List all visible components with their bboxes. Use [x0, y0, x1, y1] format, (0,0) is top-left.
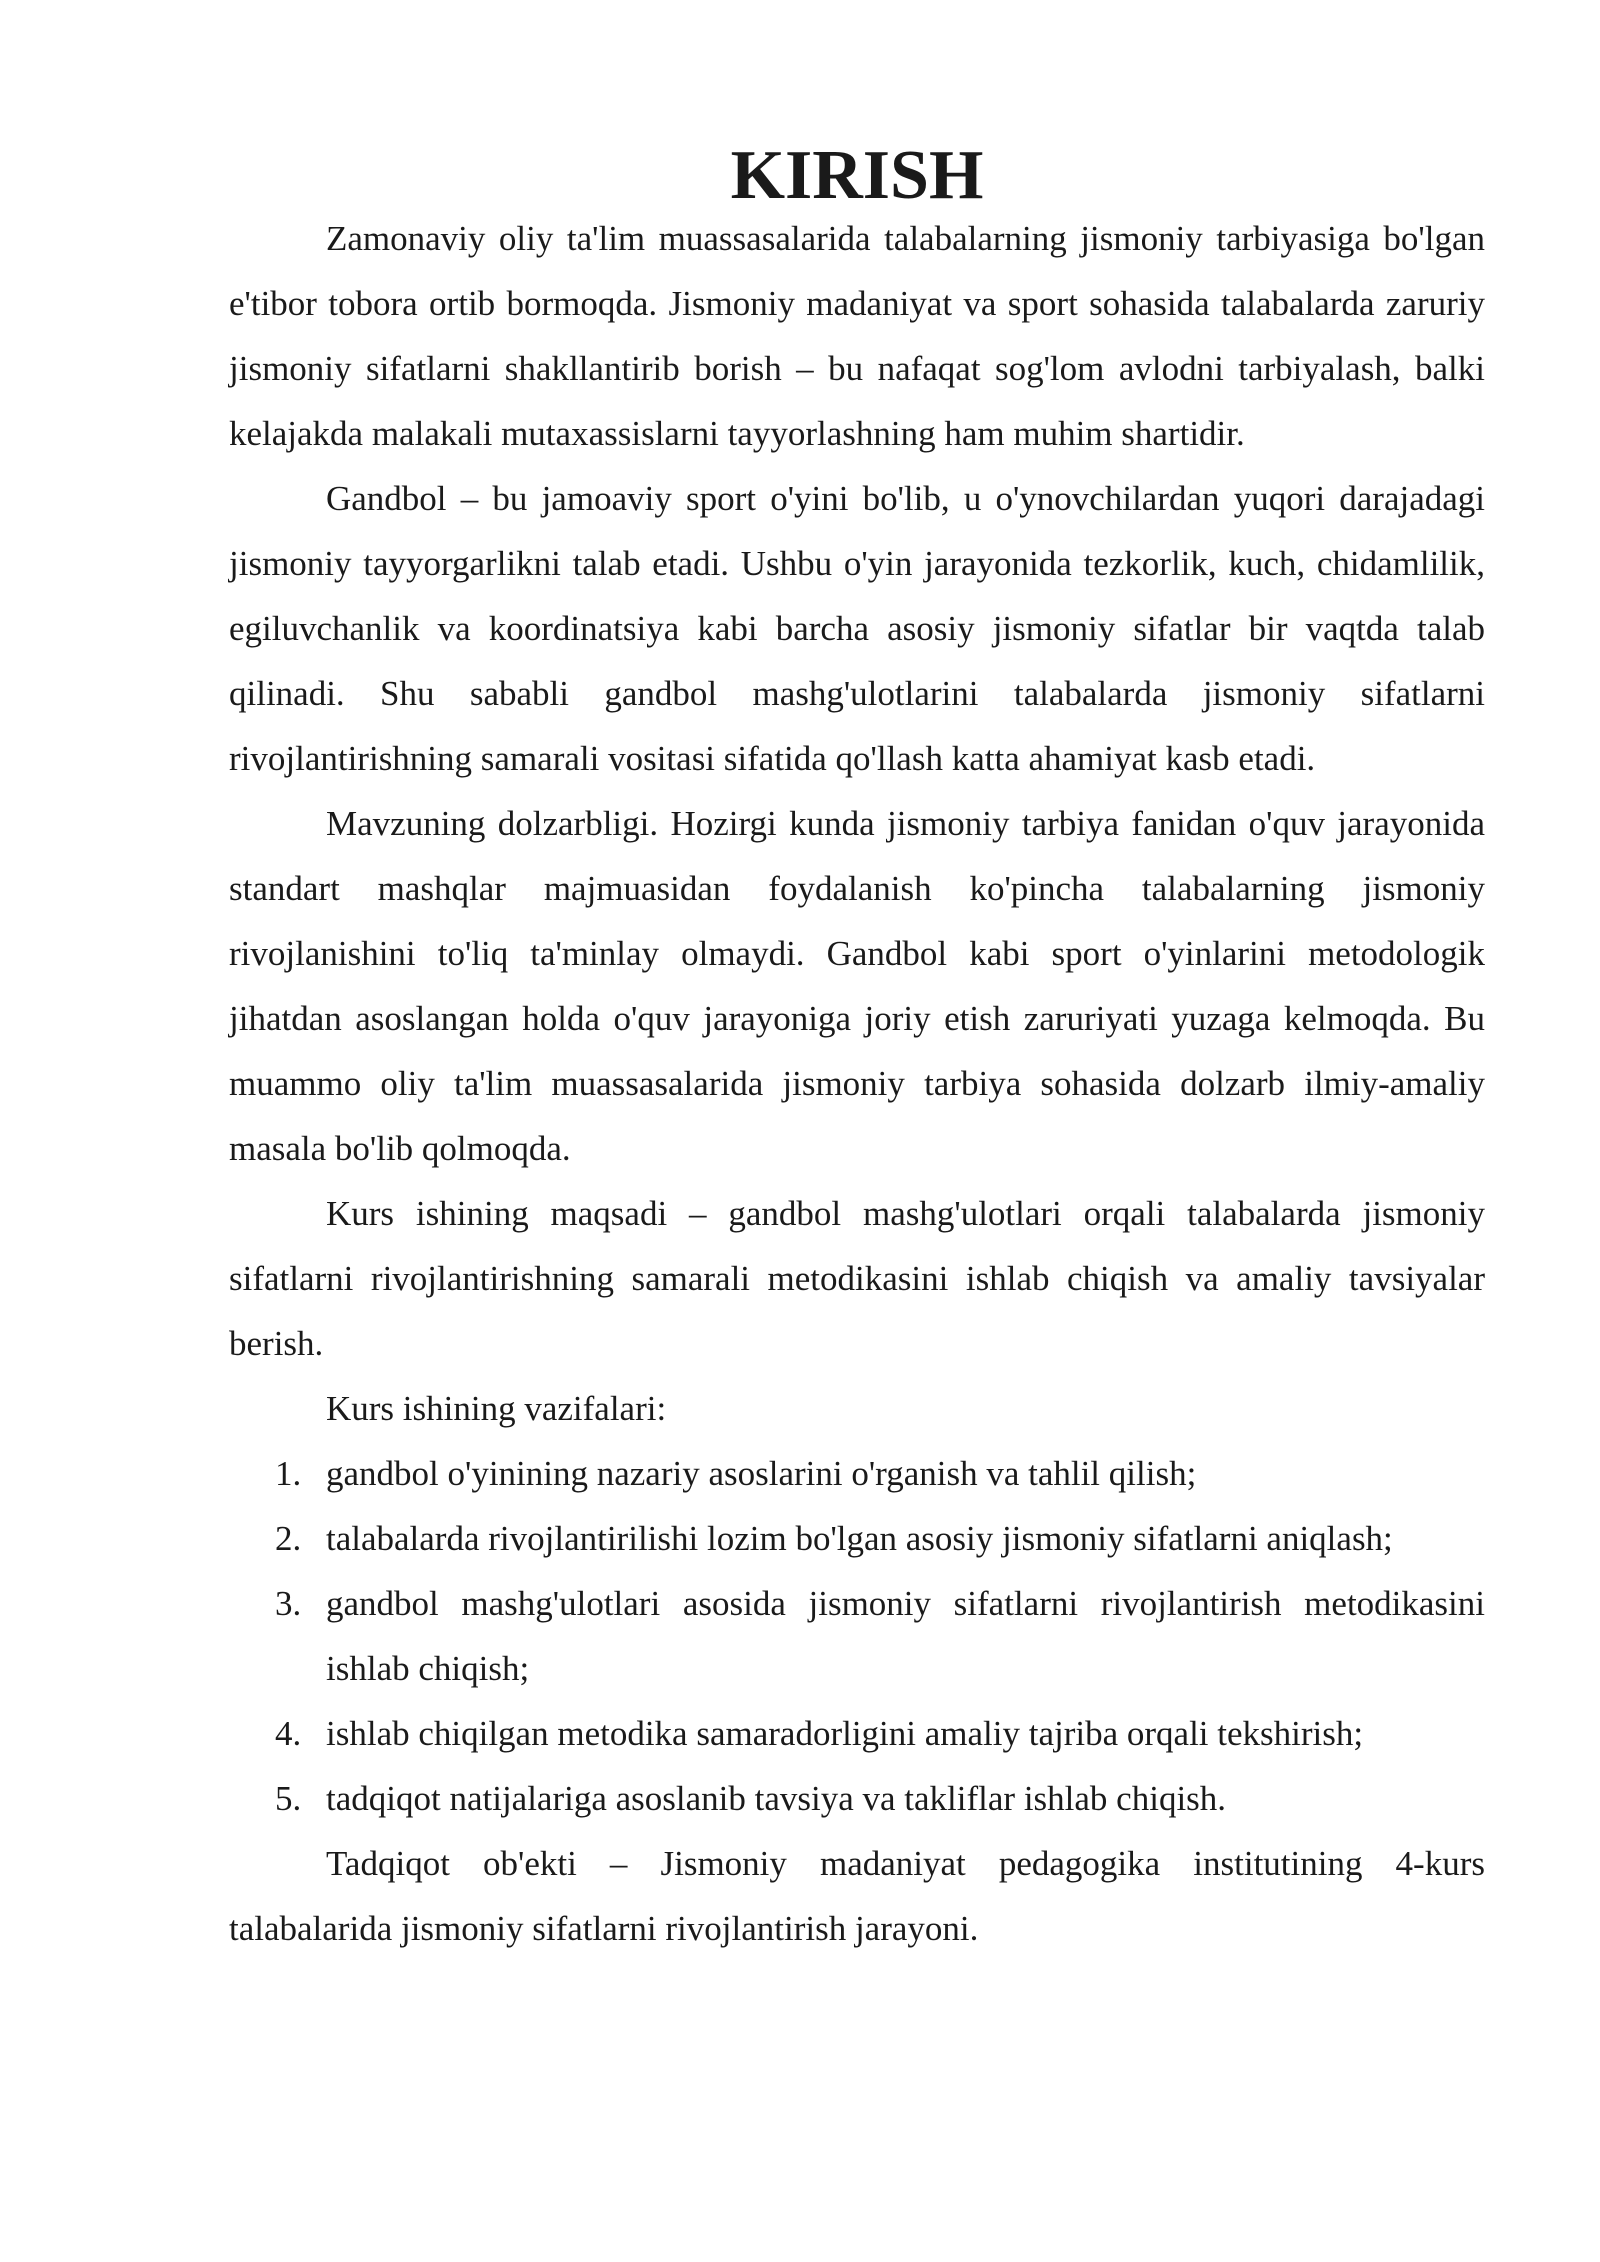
list-item-text: gandbol mashg'ulotlari asosida jismoniy sifatlarni rivojlantirish metodikasini ishlab chiqish; — [326, 1584, 1485, 1688]
list-item-text: ishlab chiqilgan metodika samaradorligini amaliy tajriba orqali tekshirish; — [326, 1714, 1364, 1753]
page-title: KIRISH — [730, 137, 984, 214]
research-object-paragraph: Tadqiqot ob'ekti – Jismoniy madaniyat pedagogika institutining 4-kurs talabalarida jismoniy sifatlarni rivojlantirish jarayoni. — [229, 1844, 1485, 1948]
list-item — [229, 1701, 1485, 1766]
list-item-number: 1. — [275, 1454, 302, 1493]
list-item — [229, 1441, 1485, 1506]
goal-paragraph: Kurs ishining maqsadi – gandbol mashg'ulotlari orqali talabalarda jismoniy sifatlarni rivojlantirishning samarali metodikasini ishlab chiqish va amaliy tavsiyalar berish. — [229, 1194, 1485, 1363]
list-item-number: 4. — [275, 1714, 302, 1753]
intro-paragraph: Zamonaviy oliy ta'lim muassasalarida talabalarning jismoniy tarbiyasiga bo'lgan e'tibor tobora ortib bormoqda. Jismoniy madaniyat va sport sohasida talabalarda zaruriy jismoniy sifatlarni shakllantirib borish – bu nafaqat sog'lom avlodni tarbiyalash, balki kelajakda malakali mutaxassislarni tayyorlashning ham muhim shartidir. — [229, 219, 1485, 453]
list-item — [229, 1571, 1485, 1701]
list-item-number: 5. — [275, 1779, 302, 1818]
list-item-text: talabalarda rivojlantirilishi lozim bo'lgan asosiy jismoniy sifatlarni aniqlash; — [326, 1519, 1393, 1558]
list-item-text: tadqiqot natijalariga asoslanib tavsiya va takliflar ishlab chiqish. — [326, 1779, 1227, 1818]
handball-paragraph: Gandbol – bu jamoaviy sport o'yini bo'lib, u o'ynovchilardan yuqori darajadagi jismoniy tayyorgarlikni talab etadi. Ushbu o'yin jarayonida tezkorlik, kuch, chidamlilik, egiluvchanlik va koordinatsiya kabi barcha asosiy jismoniy sifatlar bir vaqtda talab qilinadi. Shu sababli gandbol mashg'ulotlarini talabalarda jismoniy sifatlarni rivojlantirishning samarali vositasi sifatida qo'llash katta ahamiyat kasb etadi. — [229, 479, 1485, 778]
tasks-list — [229, 1441, 1485, 1831]
list-item-number: 3. — [275, 1584, 302, 1623]
list-item — [229, 1766, 1485, 1831]
tasks-heading: Kurs ishining vazifalari: — [326, 1389, 667, 1428]
relevance-paragraph: Mavzuning dolzarbligi. Hozirgi kunda jismoniy tarbiya fanidan o'quv jarayonida standart mashqlar majmuasidan foydalanish ko'pincha talabalarning jismoniy rivojlanishini to'liq ta'minlay olmaydi. Gandbol kabi sport o'yinlarini metodologik jihatdan asoslangan holda o'quv jarayoniga joriy etish zaruriyati yuzaga kelmoqda. Bu muammo oliy ta'lim muassasalarida jismoniy tarbiya sohasida dolzarb ilmiy-amaliy masala bo'lib qolmoqda. — [229, 804, 1485, 1168]
list-item — [229, 1506, 1485, 1571]
list-item-text: gandbol o'yinining nazariy asoslarini o'rganish va tahlil qilish; — [326, 1454, 1197, 1493]
document-page — [229, 137, 1485, 1961]
list-item-number: 2. — [275, 1519, 302, 1558]
